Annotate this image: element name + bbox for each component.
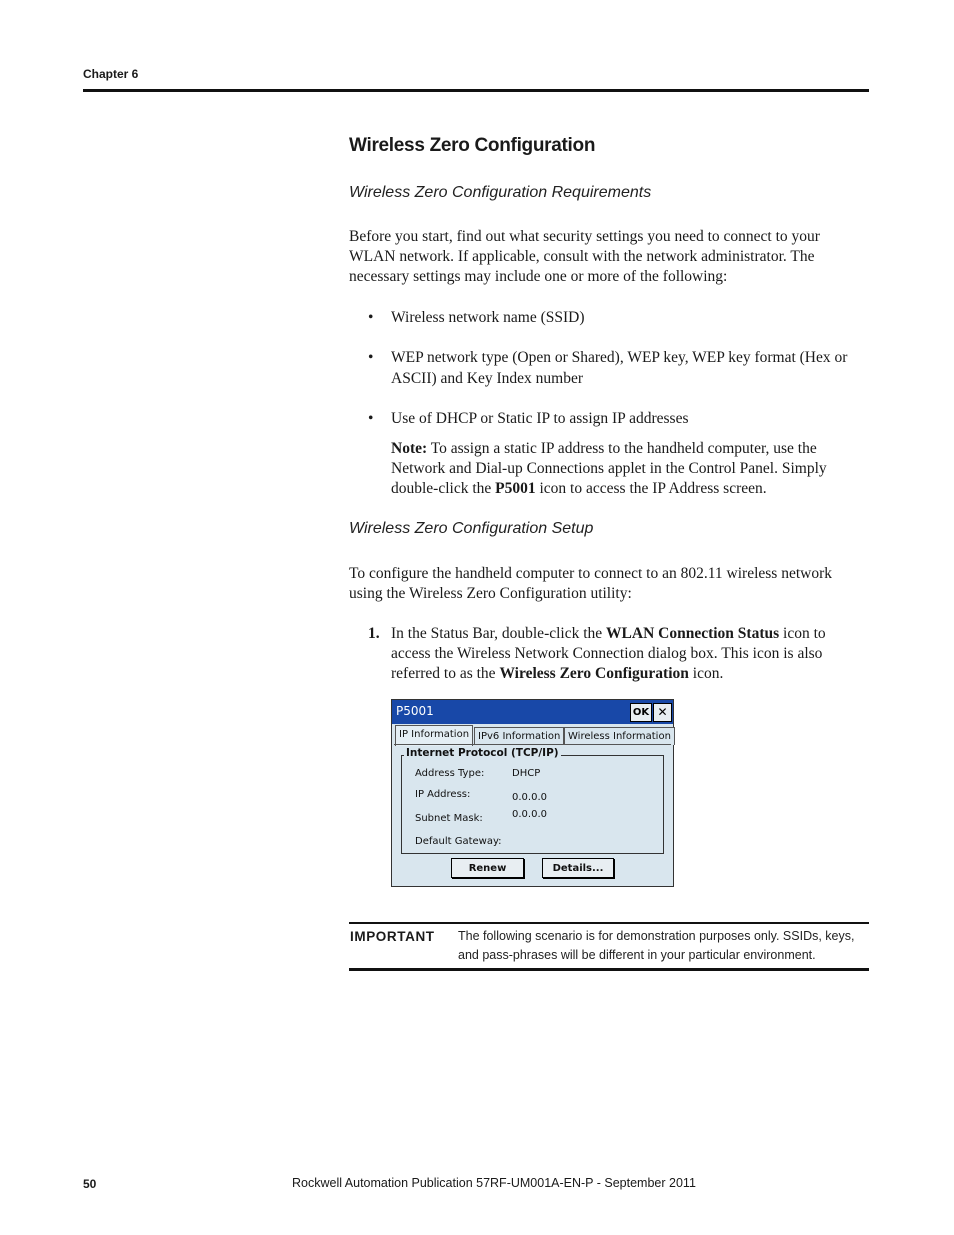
step-text-1: In the Status Bar, double-click the [391, 625, 607, 642]
dialog-title-bar [392, 700, 673, 724]
bullet-dot: • [368, 410, 374, 427]
step-text-2: icon to access the Wireless Network Connection dialog box. This icon is also referred to as the [391, 625, 826, 682]
renew-button[interactable]: Renew [451, 858, 524, 878]
publication-info: Rockwell Automation Publication 57RF-UM001A-EN-P - September 2011 [292, 1176, 696, 1190]
setup-paragraph: To configure the handheld computer to connect to an 802.11 wireless network using the Wireless Zero Configuration utility: [349, 565, 833, 602]
section-title: Wireless Zero Configuration [349, 135, 596, 156]
bullet-dot: • [368, 349, 374, 366]
step-text [391, 624, 861, 684]
step-bold-1: WLAN Connection Status [606, 625, 780, 642]
tab-ip-information[interactable]: IP Information [395, 725, 473, 746]
group-label: Internet Protocol (TCP/IP) [406, 747, 559, 759]
p5001-dialog [391, 699, 674, 887]
step-text-3: icon. [688, 665, 724, 682]
ip-address-label: IP Address: [415, 789, 471, 800]
ok-button[interactable]: OK [630, 703, 652, 722]
chapter-label: Chapter 6 [83, 67, 139, 81]
requirements-heading: Wireless Zero Configuration Requirements [349, 184, 652, 201]
note-paragraph [391, 439, 861, 499]
close-icon[interactable]: ✕ [653, 703, 672, 722]
note-bold: P5001 [495, 480, 536, 497]
page-number: 50 [83, 1177, 97, 1191]
subnet-mask-value: 0.0.0.0 [512, 809, 547, 820]
ip-address-value: 0.0.0.0 [512, 792, 547, 803]
details-button[interactable]: Details... [542, 858, 614, 878]
step-number [368, 624, 380, 644]
address-type-label: Address Type: [415, 768, 485, 779]
note-text-end: icon to access the IP Address screen. [535, 480, 767, 497]
bullet-dot: • [368, 309, 374, 326]
note-text: To assign a static IP address to the handheld computer, use the Network and Dial-up Connections applet in the Control Panel. Simply double-click the [391, 440, 827, 497]
important-bottom-rule [349, 968, 869, 971]
address-type-value: DHCP [512, 768, 541, 779]
intro-paragraph: Before you start, find out what security settings you need to connect to your WLAN network. If applicable, consult with the network administrator. The necessary settings may include one or more of the following: [349, 228, 820, 285]
bullet-text: WEP network type (Open or Shared), WEP key, WEP key format (Hex or ASCII) and Key Index number [391, 349, 848, 387]
step-number-text: 1. [368, 625, 380, 642]
step-bold-2: Wireless Zero Configuration [499, 665, 689, 682]
important-label: IMPORTANT [350, 929, 435, 944]
tab-divider [394, 744, 671, 745]
important-text: The following scenario is for demonstration purposes only. SSIDs, keys, and pass-phrases will be different in your particular environment. [458, 929, 855, 962]
tab-ipv6-information[interactable]: IPv6 Information [474, 727, 564, 745]
header-rule [83, 89, 869, 92]
important-top-rule [349, 922, 869, 924]
bullet-text: Use of DHCP or Static IP to assign IP addresses [391, 410, 689, 427]
tab-wireless-information[interactable]: Wireless Information [564, 727, 675, 745]
dialog-title: P5001 [396, 704, 434, 718]
setup-heading: Wireless Zero Configuration Setup [349, 520, 594, 537]
bullet-text: Wireless network name (SSID) [391, 309, 585, 326]
default-gateway-label: Default Gateway: [415, 836, 502, 847]
note-label: Note: [391, 440, 428, 457]
subnet-mask-label: Subnet Mask: [415, 813, 483, 824]
